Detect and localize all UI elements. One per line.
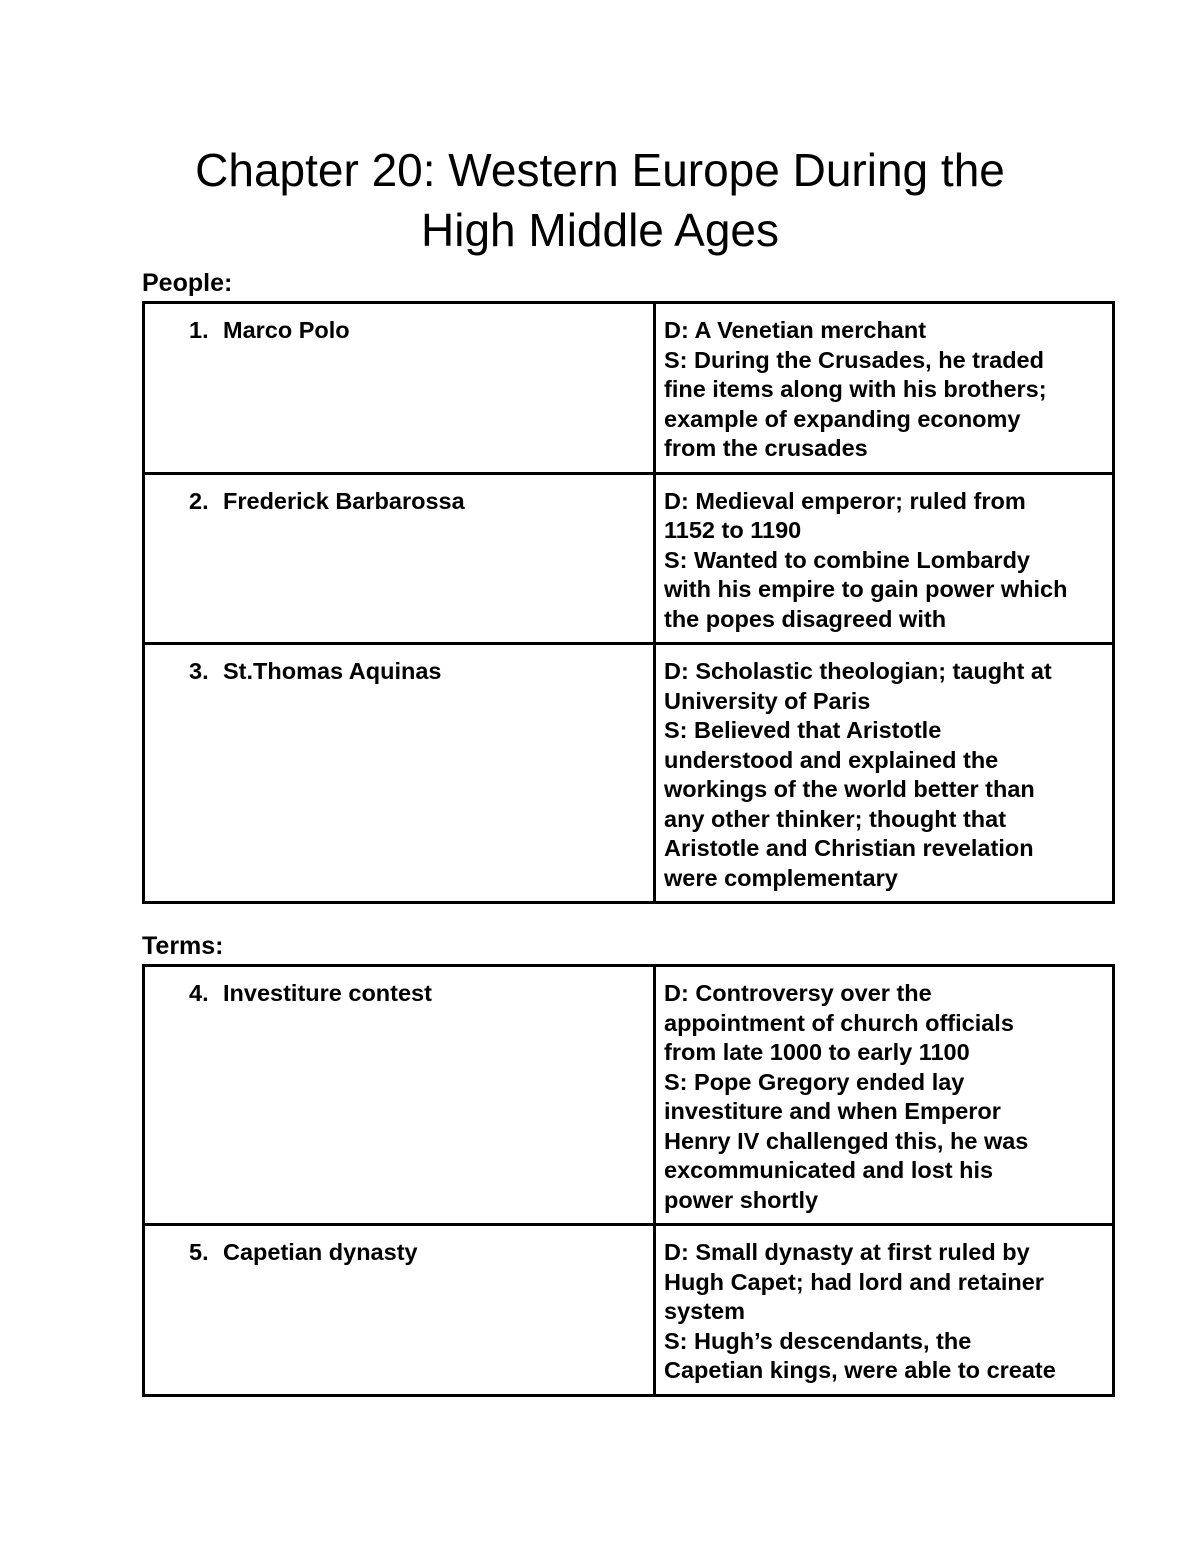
table-row — [144, 966, 1114, 1225]
item-number: 1. — [189, 317, 209, 343]
definition-line: fine items along with his brothers; — [664, 376, 1047, 402]
definition-cell — [655, 303, 1114, 474]
definition-line: Hugh Capet; had lord and retainer — [664, 1268, 1044, 1295]
item-number: 2. — [189, 487, 209, 514]
definition-line: Aristotle and Christian revelation — [664, 835, 1034, 861]
definition-line: were complementary — [664, 864, 898, 891]
definition-line: system — [664, 1298, 745, 1324]
item-number: 3. — [189, 658, 209, 684]
terms-table — [142, 964, 1115, 1397]
definition-line: from the crusades — [664, 435, 868, 461]
definition-line: D: Controversy over the — [664, 980, 932, 1006]
term-cell — [144, 966, 655, 1225]
page-title-line-1: Chapter 20: Western Europe During the — [195, 144, 1005, 196]
definition-line: power shortly — [664, 1186, 819, 1213]
item-name: St.Thomas Aquinas — [223, 658, 442, 684]
definition-line: S: Hugh’s descendants, the — [664, 1327, 972, 1354]
definition-line: S: Pope Gregory ended lay — [664, 1068, 965, 1095]
term-cell — [144, 303, 655, 474]
terms-section-label: Terms: — [142, 932, 224, 960]
definition-line: S: Wanted to combine Lombardy — [664, 546, 1031, 573]
item-name: Capetian dynasty — [223, 1239, 418, 1265]
definition-line: understood and explained the — [664, 746, 999, 773]
definition-line: S: During the Crusades, he traded — [664, 346, 1044, 373]
definition-line: University of Paris — [664, 687, 871, 714]
definition-line: Henry IV challenged this, he was — [664, 1127, 1029, 1154]
item-name: Frederick Barbarossa — [223, 487, 465, 514]
definition-line: the popes disagreed with — [664, 605, 947, 632]
term-cell — [144, 644, 655, 903]
page-title-line-2: High Middle Ages — [421, 204, 779, 256]
table-row — [144, 1225, 1114, 1396]
definition-line: with his empire to gain power which — [664, 576, 1068, 602]
definition-line: D: Medieval emperor; ruled from — [664, 487, 1026, 514]
definition-cell — [655, 644, 1114, 903]
definition-line: D: Small dynasty at first ruled by — [664, 1239, 1030, 1265]
definition-line: example of expanding economy — [664, 405, 1021, 432]
definition-cell — [655, 966, 1114, 1225]
definition-line: excommunicated and lost his — [664, 1157, 994, 1183]
definition-line: from late 1000 to early 1100 — [664, 1039, 970, 1065]
definition-line: 1152 to 1190 — [664, 517, 802, 543]
table-row — [144, 644, 1114, 903]
item-number: 5. — [189, 1239, 209, 1265]
definition-line: D: A Venetian merchant — [664, 317, 927, 343]
page-title — [100, 140, 1100, 260]
definition-cell — [655, 1225, 1114, 1396]
definition-line: any other thinker; thought that — [664, 805, 1007, 832]
term-cell — [144, 473, 655, 644]
definition-line: appointment of church officials — [664, 1009, 1014, 1036]
people-table — [142, 301, 1115, 904]
term-cell — [144, 1225, 655, 1396]
item-name: Marco Polo — [223, 317, 350, 343]
definition-cell — [655, 473, 1114, 644]
table-row — [144, 473, 1114, 644]
definition-line: Capetian kings, were able to create — [664, 1357, 1056, 1383]
people-section-label: People: — [142, 269, 233, 297]
definition-line: workings of the world better than — [664, 776, 1035, 802]
table-row — [144, 303, 1114, 474]
definition-line: investiture and when Emperor — [664, 1098, 1001, 1124]
definition-line: S: Believed that Aristotle — [664, 717, 942, 743]
item-number: 4. — [189, 980, 209, 1006]
definition-line: D: Scholastic theologian; taught at — [664, 658, 1052, 684]
item-name: Investiture contest — [223, 980, 432, 1006]
